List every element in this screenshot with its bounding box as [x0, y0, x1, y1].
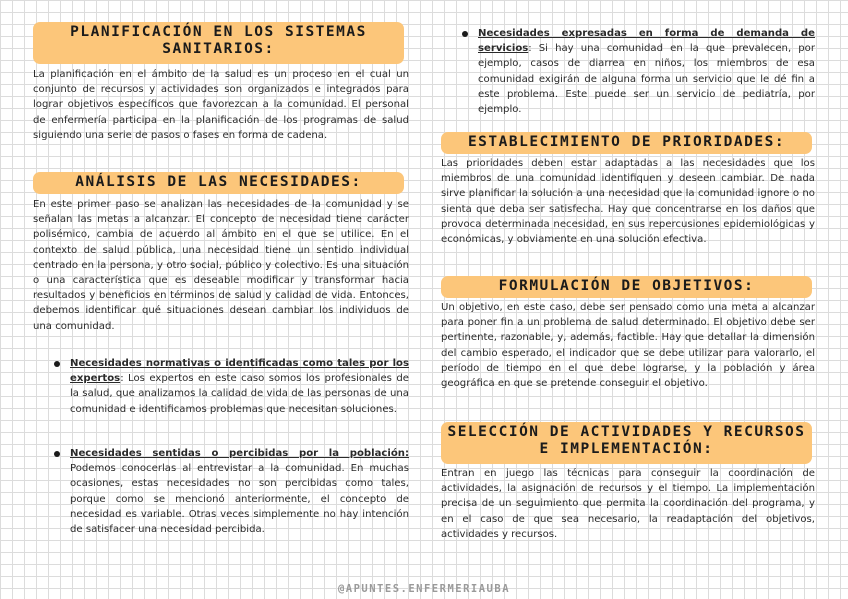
bullet-text: : Si hay una comunidad en la que prevalecen, por ejemplo, casos de diarrea en niños, los miembros de esa comunidad exigirán de alguna forma un servicio que le dé fin a este problema. Este puede ser un servicio de pediatría, por ejemplo.	[478, 43, 815, 116]
heading-actividades: SELECCIÓN DE ACTIVIDADES Y RECURSOS E IMPLEMENTACIÓN:	[441, 422, 812, 464]
bullet-title: Necesidades expresadas en forma de demanda de servicios	[478, 28, 815, 55]
paragraph-planificacion: La planificación en el ámbito de la salud es un proceso en el cual un conjunto de recursos y actividades son organizados e integrados para lograr objetivos específicos que favorezcan a la comunidad. El personal de enfermería participa en la planificación de los programas de salud siguiendo una serie de pasos o fases en forma de cadena.	[33, 69, 409, 141]
bullet-text: Podemos conocerlas al entrevistar a la comunidad. En muchas ocasiones, estas necesidades no son percibidas como tales, porque como se mencionó anteriormente, el concepto de necesidad es variable. Otras veces simplemente no hay intención de satisfacer una necesidad percibida.	[70, 463, 409, 536]
paragraph-analisis: En este primer paso se analizan las necesidades de la comunidad y se señalan las metas a alcanzar. El concepto de necesidad tiene carácter polisémico, cambia de acuerdo al ámbito en el que se utilice. En el contexto de salud pública, una necesidad tiene un sentido individual centrado en la persona, y otro social, público y colectivo. Es una situación o una característica que es deseable modificar y transformar hacia resultados y beneficios en términos de salud y calidad de vida. Entonces, debemos identificar qué situaciones desean cambiar los individuos de una comunidad.	[33, 199, 409, 332]
bullet-dot	[462, 31, 468, 37]
bullet-demanda	[478, 26, 815, 117]
paragraph-actividades: Entran en juego las técnicas para conseguir la coordinación de actividades, la asignación de recursos y el tiempo. La implementación precisa de un seguimiento que permita la coordinación del programa, y en el caso de que sea necesario, la readaptación del objetivos, actividades y recursos.	[441, 468, 815, 540]
heading-prioridades: ESTABLECIMIENTO DE PRIORIDADES:	[441, 132, 812, 154]
heading-objetivos: FORMULACIÓN DE OBJETIVOS:	[441, 276, 812, 298]
heading-planificacion: PLANIFICACIÓN EN LOS SISTEMAS SANITARIOS:	[33, 22, 404, 64]
paragraph-objetivos: Un objetivo, en este caso, debe ser pensado como una meta a alcanzar para poner fin a un problema de salud determinado. El objetivo debe ser pertinente, razonable, y, además, factible. Hay que detallar la dimensión del cambio esperado, el indicador que se debe utilizar para valorarlo, el período de tiempo en el que debe lograrse, y la población y área geográfica en que se pretende conseguir el objetivo.	[441, 302, 815, 390]
bullet-dot	[54, 361, 60, 367]
bullet-sentidas	[70, 446, 409, 537]
bullet-normativas	[70, 356, 409, 417]
bullet-title: Necesidades sentidas o percibidas por la población:	[70, 448, 409, 459]
footer-handle: @APUNTES.ENFERMERIAUBA	[337, 583, 511, 595]
bullet-text: : Los expertos en este caso somos los profesionales de la salud, que analizamos la calidad de vida de las personas de una comunidad e identificamos problemas que necesitan soluciones.	[70, 373, 409, 415]
bullet-dot	[54, 451, 60, 457]
bullet-title: Necesidades normativas o identificadas como tales por los expertos	[70, 358, 409, 385]
heading-analisis: ANÁLISIS DE LAS NECESIDADES:	[33, 172, 404, 194]
paragraph-prioridades: Las prioridades deben estar adaptadas a las necesidades que los miembros de una comunidad identifiquen y deseen cambiar. De nada sirve planificar la solución a una necesidad que la comunidad ignore o no sienta que deba ser satisfecha. Hay que concentrarse en los daños que provoca determinada necesidad, en sus repercusiones epidemiológicas y económicas, y obviamente en una solución efectiva.	[441, 158, 815, 246]
